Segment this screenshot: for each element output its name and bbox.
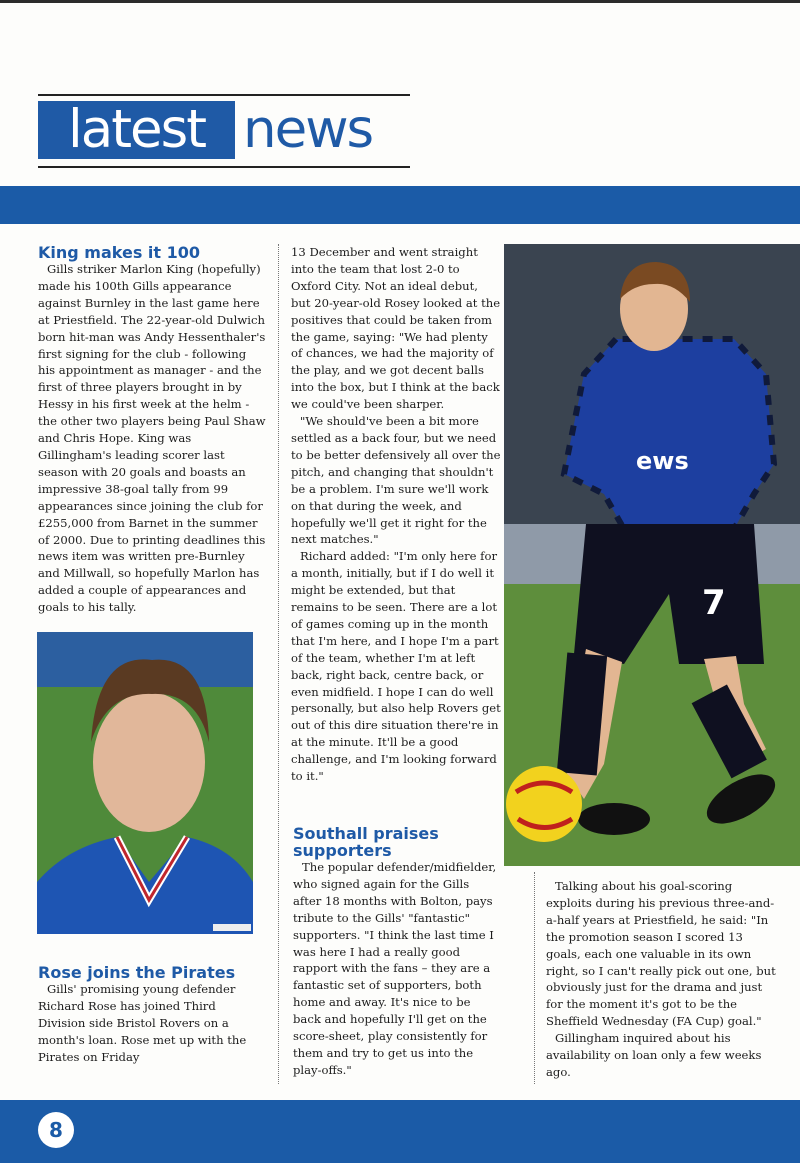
header-band bbox=[0, 186, 800, 224]
column-divider-1 bbox=[278, 244, 279, 1084]
headline-southall-2: supporters bbox=[293, 841, 392, 860]
body-southall-p3: Gillingham inquired about his availability on loan only a few weeks ago. bbox=[546, 1031, 762, 1079]
body-rose-p3: Richard added: "I'm only here for a month, initially, but if I do well it might be extended, but that remains to be seen. There are a lot of games coming up in the month that I'm here, and I hope I'm a part of the team, whether I'm at left back, right back, centre back, or even midfield. I hope I can do well personally, but also help Rovers get out of this dire situation there're in at the minute. It'll be a good challenge, and I'm looking forward to it." bbox=[291, 549, 501, 784]
body-rose-p2: "We should've been a bit more settled as a back four, but we need to be better defensively all over the pitch, and changing that shouldn't be a problem. I'm sure we'll work on that during the week, and hopefully we'll get it right for the next matches." bbox=[291, 414, 501, 547]
masthead-rule-top bbox=[38, 94, 410, 96]
column-divider-2 bbox=[534, 872, 535, 1084]
action-illustration bbox=[504, 244, 800, 866]
article-rose-continued bbox=[291, 244, 501, 785]
article-southall bbox=[293, 825, 501, 1079]
headline-king: King makes it 100 bbox=[38, 243, 201, 262]
page-number: 8 bbox=[38, 1112, 74, 1148]
top-edge-line bbox=[0, 0, 800, 3]
body-southall-p1: The popular defender/midfielder, who signed again for the Gills after 18 months with Bolton, pays tribute to the Gills' "fantastic" supporters. "I think the last time I was here I had a really good rapport with the fans – they are a fantastic set of supporters, both home and away. It's nice to be back and hopefully I'll get on the score-sheet, play consistently for them and try to get us into the play-offs." bbox=[293, 860, 497, 1077]
shirt-sponsor: ews bbox=[636, 447, 689, 475]
portrait-illustration bbox=[37, 632, 253, 934]
article-rose-start bbox=[38, 964, 266, 1066]
photo-portrait bbox=[37, 632, 253, 934]
headline-southall-1: Southall praises bbox=[293, 824, 439, 843]
body-southall-p2: Talking about his goal-scoring exploits during his previous three-and-a-half years at Priestfield, he said: "In the promotion season I scored 13 goals, each one valuable in its own right, so I can't really pick out one, but obviously just for the drama and just for the moment it's got to be the Sheffield Wednesday (FA Cup) goal." bbox=[546, 879, 776, 1029]
article-southall-continued bbox=[546, 878, 778, 1081]
body-king: Gills striker Marlon King (hopefully) made his 100th Gills appearance against Burnley in the last game here at Priestfield. The 22-year-old Dulwich born hit-man was Andy Hessenthaler's first signing for the club - following his appointment as manager - and the first of three players brought in by Hessy in his first week at the helm - the other two players being Paul Shaw and Chris Hope. King was Gillingham's leading scorer last season with 20 goals and boasts an impressive 38-goal tally from 99 appearances since joining the club for £255,000 from Barnet in the summer of 2000. Due to printing deadlines this news item was written pre-Burnley and Millwall, so hopefully Marlon has added a couple of appearances and goals to his tally. bbox=[38, 262, 266, 615]
shirt-number: 7 bbox=[702, 583, 726, 623]
body-rose-p1-cont: 13 December and went straight into the team that lost 2-0 to Oxford City. Not an ideal debut, but 20-year-old Rosey looked at the positives that could be taken from the game, saying: "We had plenty of chances, we had the majority of the play, and we got decent balls into the box, but I think at the back we could've been sharper. bbox=[291, 245, 501, 412]
headline-rose: Rose joins the Pirates bbox=[38, 963, 236, 982]
masthead-logo-news: news bbox=[243, 99, 373, 160]
footer-band bbox=[0, 1100, 800, 1163]
photo-action bbox=[504, 244, 800, 866]
masthead-rule-bottom bbox=[38, 166, 410, 168]
body-rose-p1: Gills' promising young defender Richard Rose has joined Third Division side Bristol Rovers on a month's loan. Rose met up with the Pirates on Friday bbox=[38, 982, 247, 1064]
article-king bbox=[38, 244, 266, 616]
masthead-logo-latest: latest bbox=[38, 101, 235, 159]
